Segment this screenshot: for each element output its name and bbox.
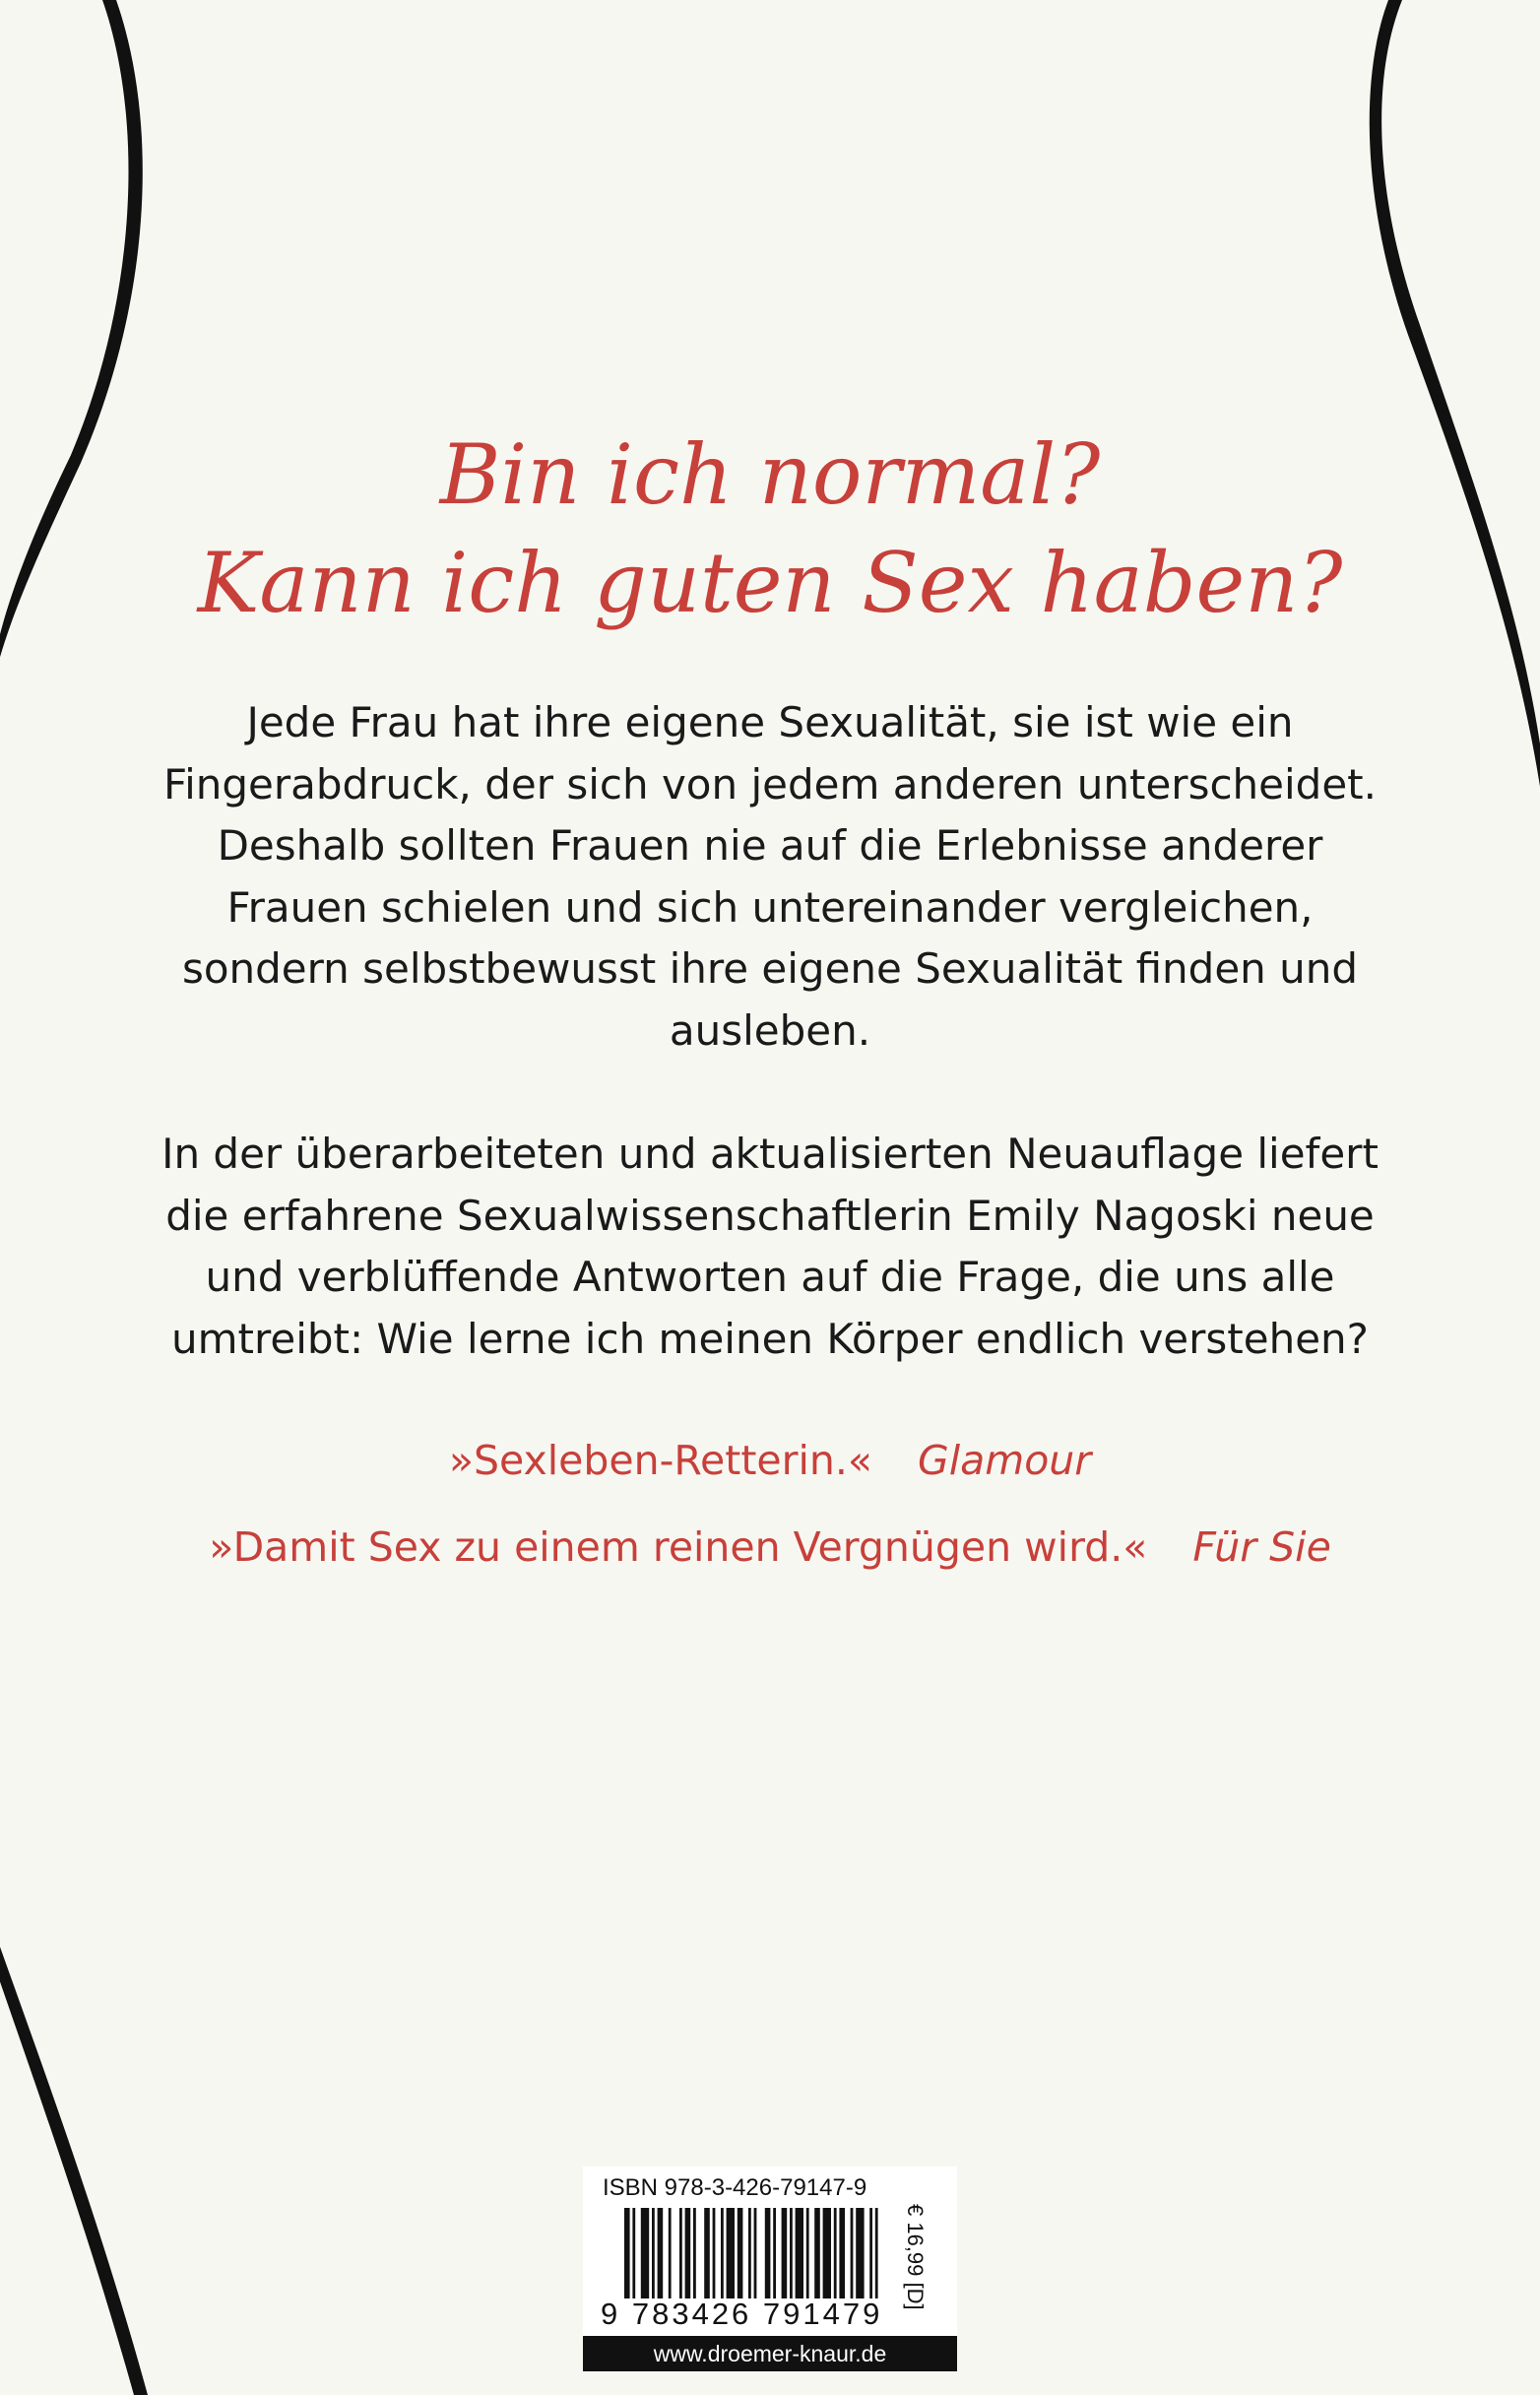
text-line: Frauen schielen und sich untereinander vergleichen, xyxy=(226,882,1314,932)
text-line: Deshalb sollten Frauen nie auf die Erlebnisse anderer xyxy=(217,821,1323,870)
barcode-bar xyxy=(669,2208,672,2298)
right-contour xyxy=(1370,0,1540,827)
publisher-website: www.droemer-knaur.de xyxy=(583,2336,957,2371)
text-line: umtreibt: Wie lerne ich meinen Körper endlich verstehen? xyxy=(171,1314,1369,1363)
barcode-bar xyxy=(834,2208,837,2298)
text-line: In der überarbeiteten und aktualisierten Neuauflage liefert xyxy=(161,1130,1379,1178)
barcode-bar xyxy=(693,2208,696,2298)
barcode-bar xyxy=(773,2208,776,2298)
barcode-bar xyxy=(738,2208,743,2298)
barcode-digits: 9 783426 791479 xyxy=(601,2297,883,2331)
description-paragraph-1 xyxy=(148,692,1392,1062)
barcode-bar xyxy=(839,2208,845,2298)
text-line: und verblüffende Antworten auf die Frage, die uns alle xyxy=(205,1253,1335,1301)
barcode-bar xyxy=(754,2208,757,2298)
barcode-bar xyxy=(851,2208,854,2298)
press-quote-1 xyxy=(0,1437,1540,1484)
barcode-bar xyxy=(823,2208,831,2298)
description-paragraph-2 xyxy=(148,1124,1392,1370)
left-contour-bottom xyxy=(0,1930,148,2395)
barcode-panel xyxy=(583,2167,957,2371)
barcode-bars xyxy=(624,2208,890,2298)
barcode-bar xyxy=(658,2208,664,2298)
barcode-bar xyxy=(796,2208,803,2298)
text-line: Jede Frau hat ihre eigene Sexualität, sie ist wie ein xyxy=(246,698,1294,746)
text-line: sondern selbstbewusst ihre eigene Sexualität finden und xyxy=(181,944,1359,993)
quote-source: Für Sie xyxy=(1192,1523,1331,1571)
barcode-bar xyxy=(704,2208,710,2298)
barcode-bar xyxy=(727,2208,735,2298)
barcode-bar xyxy=(685,2208,691,2298)
barcode-bar xyxy=(782,2208,788,2298)
quote-source: Glamour xyxy=(917,1437,1092,1484)
headline-line-1: Bin ich normal? xyxy=(439,426,1101,523)
barcode-bar xyxy=(814,2208,820,2298)
barcode-bar xyxy=(713,2208,716,2298)
quote-text: »Damit Sex zu einem reinen Vergnügen wird.« xyxy=(209,1523,1148,1571)
text-line: Fingerabdruck, der sich von jedem anderen unterscheidet. xyxy=(163,759,1377,809)
barcode-bar xyxy=(875,2208,878,2298)
barcode-bar xyxy=(679,2208,682,2298)
barcode-bar xyxy=(652,2208,655,2298)
headline-line-2: Kann ich guten Sex haben? xyxy=(197,535,1343,631)
barcode-bar xyxy=(806,2208,809,2298)
isbn-label: ISBN 978-3-426-79147-9 xyxy=(603,2174,867,2201)
barcode-bar xyxy=(790,2208,793,2298)
barcode-bar xyxy=(765,2208,771,2298)
barcode-bar xyxy=(869,2208,872,2298)
text-line: ausleben. xyxy=(669,1005,871,1055)
barcode-bar xyxy=(721,2208,724,2298)
barcode-bar xyxy=(856,2208,864,2298)
barcode-bar xyxy=(632,2208,635,2298)
text-line: die erfahrene Sexualwissenschaftlerin Emily Nagoski neue xyxy=(165,1191,1375,1240)
barcode-bar xyxy=(641,2208,649,2298)
barcode-bar xyxy=(624,2208,630,2298)
price-label: € 16,99 [D] xyxy=(903,2204,928,2310)
press-quote-2 xyxy=(0,1523,1540,1571)
quote-text: »Sexleben-Retterin.« xyxy=(448,1437,872,1484)
barcode-bar xyxy=(748,2208,751,2298)
